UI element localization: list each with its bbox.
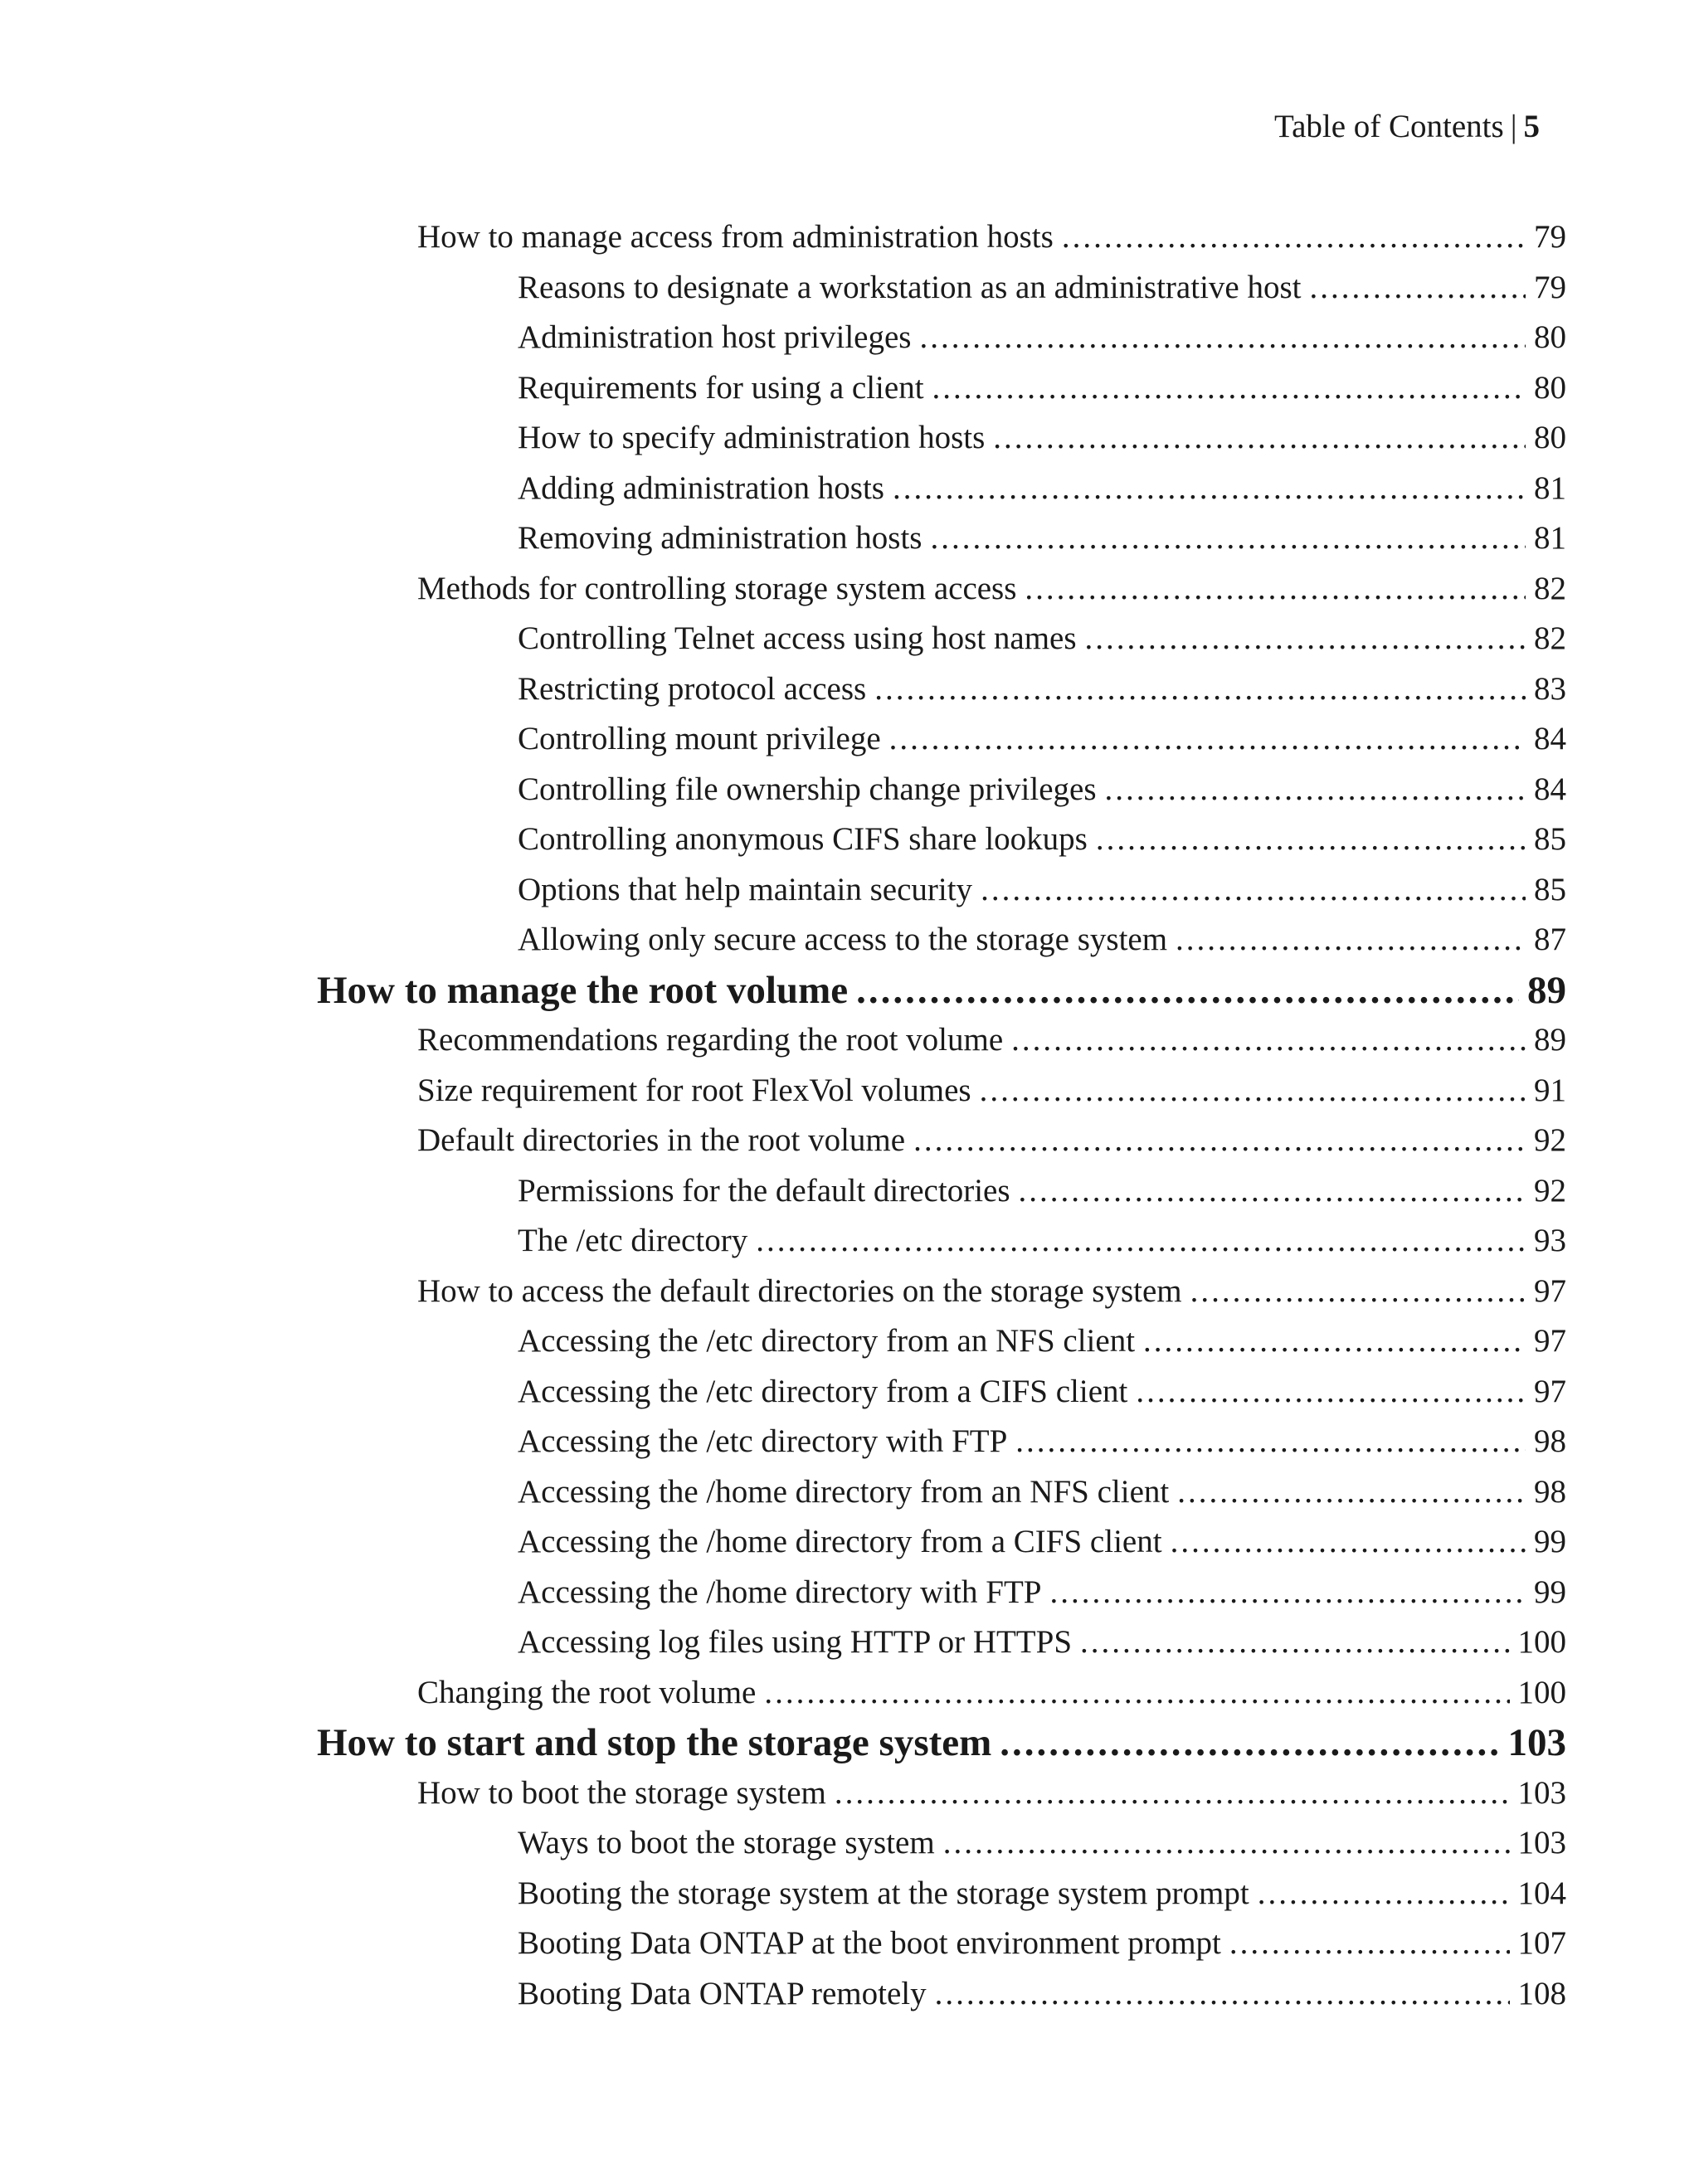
dot-leader: [756, 1216, 1526, 1267]
toc-entry-page: 100: [1517, 1674, 1566, 1710]
toc-entry-page: 99: [1534, 1574, 1566, 1610]
dot-leader: [1080, 1617, 1509, 1668]
toc-entry-title: Accessing the /etc directory from an NFS client: [518, 1323, 1136, 1359]
dot-leader: [1085, 614, 1526, 664]
toc-entry[interactable]: [317, 614, 1566, 664]
toc-entry[interactable]: [317, 1617, 1566, 1668]
toc-entry-page: 97: [1534, 1272, 1566, 1309]
toc-entry-page: 80: [1534, 319, 1566, 355]
toc-entry-page: 108: [1517, 1975, 1566, 2011]
toc-entry-page: 79: [1534, 269, 1566, 305]
dot-leader: [889, 714, 1526, 765]
toc-entry-title: How to manage the root volume: [317, 968, 849, 1012]
toc-entry-title: How to boot the storage system: [417, 1774, 826, 1811]
toc-entry[interactable]: [317, 815, 1566, 865]
toc-entry-page: 82: [1534, 620, 1566, 656]
toc-entry-title: Booting the storage system at the storage system prompt: [518, 1875, 1249, 1911]
dot-leader: [764, 1668, 1509, 1719]
toc-entry-page: 98: [1534, 1473, 1566, 1510]
toc-entry-title: How to manage access from administration hosts: [417, 219, 1054, 255]
toc-entry-title: Controlling Telnet access using host names: [518, 620, 1077, 656]
toc-entry-title: Accessing the /etc directory with FTP: [518, 1423, 1008, 1459]
toc-entry[interactable]: [317, 313, 1566, 363]
dot-leader: [1049, 1568, 1526, 1618]
toc-entry-page: 85: [1534, 821, 1566, 857]
dot-leader: [943, 1818, 1510, 1869]
toc-entry[interactable]: [317, 714, 1566, 765]
table-of-contents: [317, 212, 1566, 2019]
dot-leader: [1025, 564, 1526, 615]
toc-entry[interactable]: [317, 1316, 1566, 1367]
toc-entry-page: 80: [1534, 420, 1566, 455]
toc-entry[interactable]: [317, 1568, 1566, 1618]
toc-entry-title: The /etc directory: [518, 1223, 748, 1258]
toc-entry[interactable]: [317, 1467, 1566, 1518]
toc-entry-page: 107: [1517, 1925, 1566, 1961]
toc-entry-page: 103: [1507, 1721, 1566, 1764]
toc-entry-title: Default directories in the root volume: [417, 1122, 906, 1158]
toc-entry[interactable]: [317, 212, 1566, 263]
dot-leader: [1105, 765, 1526, 815]
toc-entry-title: How to start and stop the storage system: [317, 1721, 992, 1764]
toc-entry-title: Allowing only secure access to the storage system: [518, 922, 1168, 957]
dot-leader: [1136, 1367, 1526, 1418]
toc-entry[interactable]: [317, 915, 1566, 966]
toc-entry-page: 93: [1534, 1223, 1566, 1258]
toc-entry-page: 81: [1534, 469, 1566, 506]
toc-entry[interactable]: [317, 1969, 1566, 2020]
dot-leader: [913, 1116, 1526, 1166]
dot-leader: [980, 1066, 1526, 1116]
toc-entry-title: Reasons to designate a workstation as an administrative host: [518, 269, 1302, 305]
toc-entry-page: 89: [1527, 968, 1566, 1012]
dot-leader: [1258, 1869, 1510, 1919]
toc-entry[interactable]: [317, 564, 1566, 615]
toc-entry[interactable]: [317, 1668, 1566, 1719]
toc-entry-title: Accessing the /home directory from an NFS client: [518, 1473, 1170, 1510]
dot-leader: [935, 1969, 1510, 2020]
dot-leader: [993, 413, 1526, 464]
dot-leader: [835, 1768, 1510, 1819]
toc-entry-page: 97: [1534, 1323, 1566, 1359]
toc-entry-page: 99: [1534, 1524, 1566, 1559]
toc-entry-page: 87: [1534, 922, 1566, 957]
toc-entry-title: Accessing log files using HTTP or HTTPS: [518, 1624, 1073, 1660]
dot-leader: [1019, 1166, 1526, 1217]
toc-entry[interactable]: [317, 664, 1566, 715]
toc-entry[interactable]: [317, 464, 1566, 514]
toc-entry[interactable]: [317, 513, 1566, 564]
toc-entry-title: Accessing the /etc directory from a CIFS client: [518, 1373, 1128, 1409]
toc-entry-title: How to specify administration hosts: [518, 420, 986, 455]
dot-leader: [1229, 1919, 1510, 1969]
toc-entry[interactable]: [317, 263, 1566, 314]
toc-entry-title: Booting Data ONTAP at the boot environment prompt: [518, 1925, 1221, 1961]
toc-entry[interactable]: [317, 1267, 1566, 1317]
dot-leader: [856, 966, 1519, 1016]
toc-entry-title: Recommendations regarding the root volume: [417, 1022, 1004, 1058]
toc-entry-title: Options that help maintain security: [518, 871, 973, 907]
toc-entry-page: 89: [1534, 1022, 1566, 1058]
toc-entry-title: Accessing the /home directory with FTP: [518, 1574, 1042, 1610]
toc-entry-page: 83: [1534, 670, 1566, 707]
toc-entry[interactable]: [317, 1517, 1566, 1568]
toc-entry-page: 92: [1534, 1172, 1566, 1209]
toc-entry-title: Controlling file ownership change privileges: [518, 771, 1097, 807]
toc-entry-title: Size requirement for root FlexVol volumes: [417, 1072, 971, 1108]
toc-entry-page: 92: [1534, 1122, 1566, 1158]
dot-leader: [1062, 212, 1526, 263]
toc-entry-page: 103: [1517, 1774, 1566, 1811]
toc-entry-page: 85: [1534, 871, 1566, 907]
toc-entry-page: 104: [1517, 1875, 1566, 1911]
dot-leader: [1011, 1015, 1526, 1066]
toc-entry-title: Methods for controlling storage system access: [417, 570, 1017, 606]
toc-entry-title: Controlling mount privilege: [518, 721, 881, 756]
toc-entry[interactable]: [317, 1066, 1566, 1116]
toc-entry[interactable]: [317, 1768, 1566, 1819]
toc-entry[interactable]: [317, 1166, 1566, 1217]
toc-entry-page: 81: [1534, 520, 1566, 556]
toc-entry-title: Restricting protocol access: [518, 670, 867, 707]
toc-entry-title: Ways to boot the storage system: [518, 1825, 935, 1861]
toc-entry-page: 100: [1517, 1624, 1566, 1660]
toc-entry-title: Accessing the /home directory from a CIFS client: [518, 1524, 1162, 1559]
dot-leader: [874, 664, 1526, 715]
toc-entry[interactable]: [317, 363, 1566, 414]
dot-leader: [1176, 915, 1526, 966]
dot-leader: [919, 313, 1526, 363]
toc-entry-title: Administration host privileges: [518, 319, 912, 355]
header-separator: |: [1510, 109, 1517, 144]
dot-leader: [1190, 1267, 1526, 1317]
toc-chapter-entry[interactable]: [317, 1718, 1566, 1768]
page-header: [1274, 102, 1540, 152]
toc-entry[interactable]: [317, 865, 1566, 916]
toc-entry-page: 103: [1517, 1825, 1566, 1861]
toc-chapter-entry[interactable]: [317, 966, 1566, 1016]
toc-entry-page: 84: [1534, 771, 1566, 807]
toc-entry-page: 82: [1534, 570, 1566, 606]
dot-leader: [1096, 815, 1526, 865]
toc-entry[interactable]: [317, 413, 1566, 464]
toc-entry-title: Controlling anonymous CIFS share lookups: [518, 821, 1088, 857]
toc-entry-page: 79: [1534, 219, 1566, 255]
dot-leader: [1000, 1718, 1499, 1768]
toc-entry-title: Requirements for using a client: [518, 369, 924, 406]
toc-entry-title: Changing the root volume: [417, 1674, 757, 1710]
toc-entry[interactable]: [317, 1919, 1566, 1969]
toc-entry[interactable]: [317, 1116, 1566, 1166]
toc-entry[interactable]: [317, 1216, 1566, 1267]
header-page-number: 5: [1523, 109, 1540, 144]
dot-leader: [932, 363, 1526, 414]
toc-entry-title: Permissions for the default directories: [518, 1172, 1010, 1209]
toc-entry[interactable]: [317, 1015, 1566, 1066]
toc-entry-page: 80: [1534, 369, 1566, 406]
dot-leader: [1177, 1467, 1526, 1518]
toc-entry-page: 97: [1534, 1373, 1566, 1409]
toc-entry-page: 84: [1534, 721, 1566, 756]
dot-leader: [893, 464, 1526, 514]
dot-leader: [1015, 1417, 1526, 1467]
dot-leader: [1309, 263, 1526, 314]
toc-entry[interactable]: [317, 1367, 1566, 1418]
toc-entry[interactable]: [317, 1417, 1566, 1467]
toc-entry-page: 91: [1534, 1072, 1566, 1108]
dot-leader: [930, 513, 1526, 564]
toc-entry[interactable]: [317, 765, 1566, 815]
dot-leader: [1143, 1316, 1526, 1367]
dot-leader: [1171, 1517, 1526, 1568]
header-title: Table of Contents: [1273, 109, 1504, 144]
toc-entry-title: Adding administration hosts: [518, 469, 884, 506]
toc-entry[interactable]: [317, 1818, 1566, 1869]
dot-leader: [981, 865, 1526, 916]
toc-entry-title: Booting Data ONTAP remotely: [518, 1975, 927, 2011]
toc-entry-title: Removing administration hosts: [518, 520, 923, 556]
toc-entry[interactable]: [317, 1869, 1566, 1919]
toc-entry-page: 98: [1534, 1423, 1566, 1459]
toc-entry-title: How to access the default directories on the storage system: [417, 1272, 1182, 1309]
